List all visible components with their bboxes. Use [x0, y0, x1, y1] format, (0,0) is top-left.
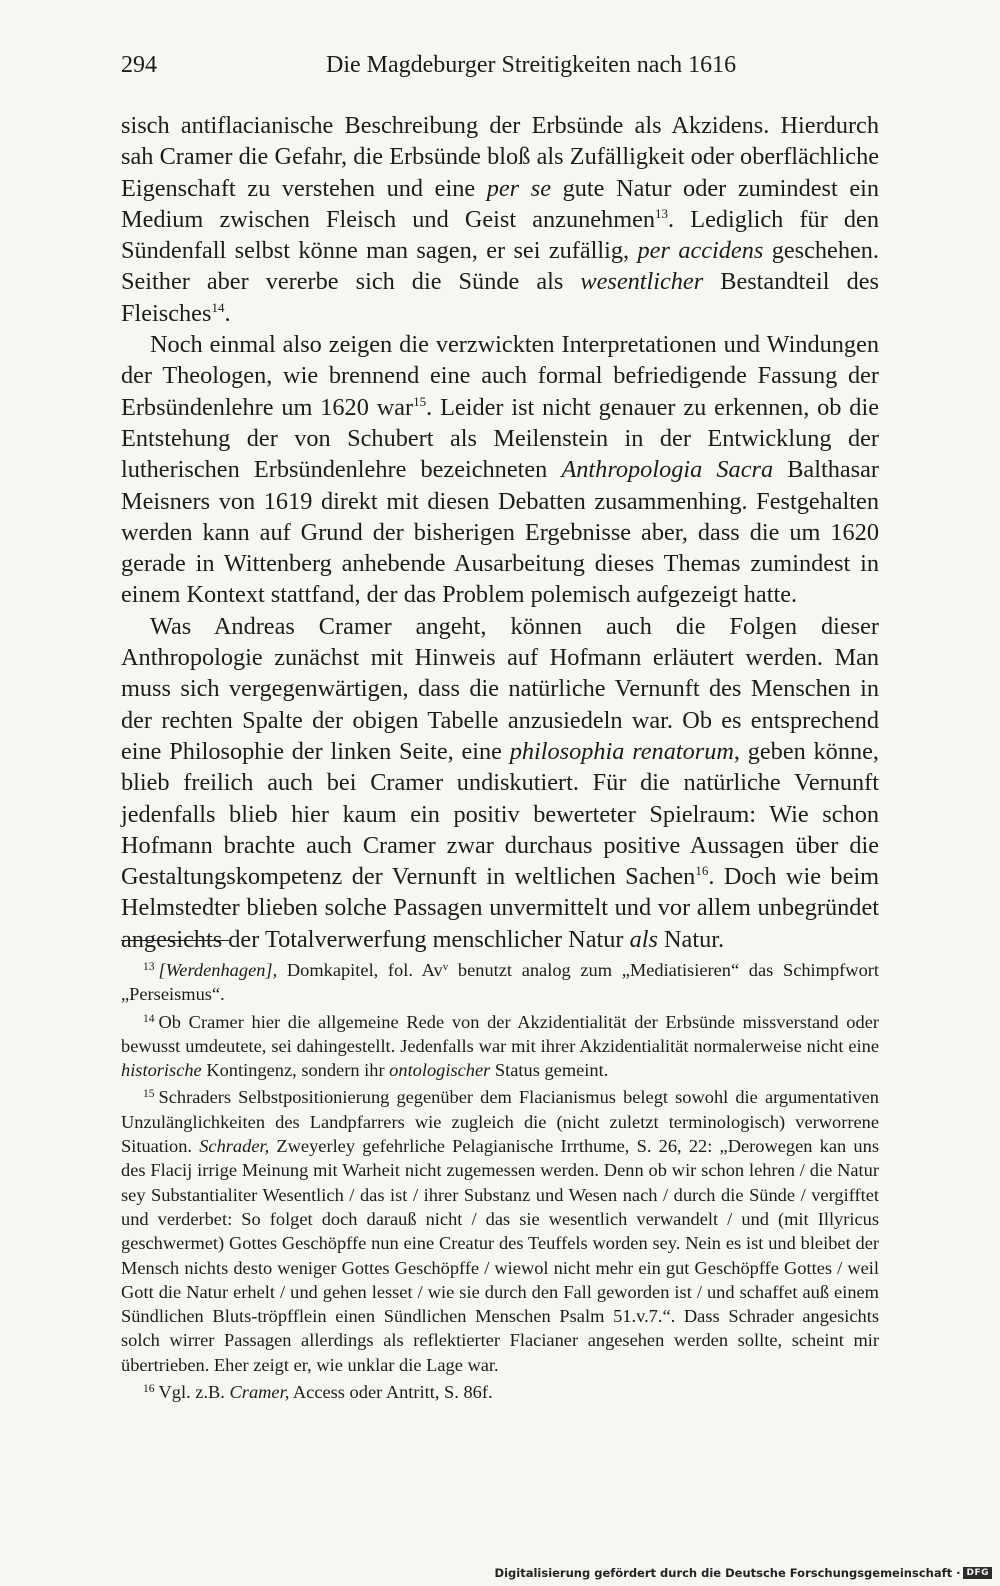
- italic-term: als: [629, 925, 658, 953]
- paragraph-3: Was Andreas Cramer angeht, können auch die Folgen dieser Anthropologie zunächst mit Hinweis auf Hofmann erläutert werden. Man muss sich vergegenwärtigen, dass die natürliche Vernunft des Menschen in der rechten Spalte der obigen Tabelle anzusiedeln war. Ob es entsprechend eine Philosophie der linken Seite, eine philosophia renatorum, geben könne, blieb freilich auch bei Cramer undiskutiert. Für die natürliche Vernunft jedenfalls blieb hier kaum ein positiv bewerteter Spielraum: Wie schon Hofmann brachte auch Cramer zwar durchaus positive Aussagen über die Gestaltungskompetenz der Vernunft in weltlichen Sachen$^{16}$. Doch wie beim Helmstedter blieben solche Passagen unvermittelt und vor allem unbegründet angesichts der Totalverwerfung menschlicher Natur als Natur.: [121, 612, 880, 953]
- footnote-number: 15: [143, 1088, 155, 1101]
- paragraph-1: sisch antiflacianische Beschreibung der Erbsünde als Akzidens. Hierdurch sah Cramer die Gefahr, die Erbsünde bloß als Zufälligkeit oder oberflächliche Eigenschaft zu verstehen und eine per se gute Natur oder zumindest ein Medium zwischen Fleisch und Geist anzunehmen$^{13}$. Lediglich für den Sündenfall selbst könne man sagen, er sei zufällig, per accidens geschehen. Seither aber vererbe sich die Sünde als wesentlicher Bestandteil des Fleisches$^{14}$.: [121, 112, 880, 327]
- italic-term: philosophia renatorum: [509, 737, 734, 765]
- footnote-ref-14[interactable]: 14: [211, 299, 225, 315]
- footnotes: [121, 955, 879, 1404]
- italic-term: per se: [486, 174, 552, 202]
- running-head: Die Magdeburger Streitigkeiten nach 1616: [326, 52, 737, 78]
- italic-term: per accidens: [637, 237, 764, 265]
- footnote-15: $^{15}$ Schraders Selbstpositionierung gegenüber dem Flacianismus belegt sowohl die argumentativen Unzulänglichkeiten des Landpfarrers wie zugleich die (nicht zuletzt terminologisch) verworrene Situation. Schrader, Zweyerley gefehrliche Pelagianische Irrthume, S. 26, 22: „Derowegen kan uns des Flacij irrige Meinung mit Warheit nicht zugemessen werden. Denn ob wir schon lehren / die Natur sey Substantialiter Wesentlich / das ist / ihrer Substanz und Wesen nach / durch die Sünde / vergifftet und verderbet: So folget doch darauß nicht / das sie wesentlich verwandelt / und (mit Illyricus geschwermet) Gottes Geschöpffe nun eine Creatur des Teuffels worden sey. Nein es ist und bleibet der Mensch nichts desto weniger Gottes Geschöpffe / wiewol nicht mehr ein gut Geschöpffe Gottes / weil Gott die Natur erhelt / und gehen lesset / wie sie durch den Fall geworden ist / und schaffet auß einem Sündlichen Bluts-tröpfflein einen Sündlichen Menschen Psalm 51.v.7.“. Dass Schrader angesichts solch wirrer Passagen allerdings als reflektierter Flacianer angesehen werden sollte, scheint mir übertrieben. Eher zeigt er, wie unklar die Lage war.: [121, 1087, 879, 1375]
- footnote-separator: [121, 940, 229, 941]
- footnote-16: $^{16}$ Vgl. z.B. Cramer, Access oder Antritt, S. 86f.: [143, 1382, 493, 1403]
- italic-term: Anthropologia Sacra: [561, 456, 774, 484]
- digitization-credit: [495, 1566, 992, 1580]
- footnote-number: 13: [143, 961, 155, 973]
- paragraph-2: Noch einmal also zeigen die verzwickten Interpretationen und Windungen der Theologen, wie brennend eine auch formal befriedigende Fassung der Erbsündenlehre um 1620 war$^{15}$. Leider ist nicht genauer zu erkennen, ob die Entstehung der von Schubert als Meilenstein in der Entwicklung der lutherischen Erbsündenlehre bezeichneten Anthropologia Sacra Balthasar Meisners von 1619 direkt mit diesen Debatten zusammenhing. Festgehalten werden kann auf Grund der bisherigen Ergebnisse aber, dass die um 1620 gerade in Wittenberg anhebende Ausarbeitung dieses Themas zumindest in einem Kontext stattfand, der das Problem polemisch aufgezeigt hatte.: [121, 331, 879, 609]
- footnote-ref-15[interactable]: 15: [413, 393, 427, 409]
- footnote-13: $^{13}$ [Werdenhagen], Domkapitel, fol. Av$^v$ benutzt analog zum „Mediatisieren“ das Schimpfwort „Perseismus“.: [121, 960, 880, 1005]
- page-number: 294: [121, 52, 157, 78]
- credit-text: Digitalisierung gefördert durch die Deutsche Forschungsgemeinschaft ·: [494, 1566, 961, 1580]
- dfg-logo: DFG: [963, 1567, 992, 1579]
- footnote-number: 16: [143, 1383, 155, 1396]
- footnote-14: $^{14}$ Ob Cramer hier die allgemeine Rede von der Akzidentialität der Erbsünde missverstand oder bewusst umdeutete, sei dahingestellt. Jedenfalls war mit ihrer Akzidentialität normalerweise nicht eine historische Kontingenz, sondern ihr ontologischer Status gemeint.: [121, 1011, 879, 1081]
- footnote-number: 14: [143, 1012, 155, 1025]
- italic-term: wesentlicher: [580, 268, 704, 296]
- footnote-ref-16[interactable]: 16: [695, 863, 709, 879]
- footnote-ref-13[interactable]: 13: [655, 205, 669, 221]
- page-header: [121, 52, 879, 92]
- main-text: [121, 110, 879, 955]
